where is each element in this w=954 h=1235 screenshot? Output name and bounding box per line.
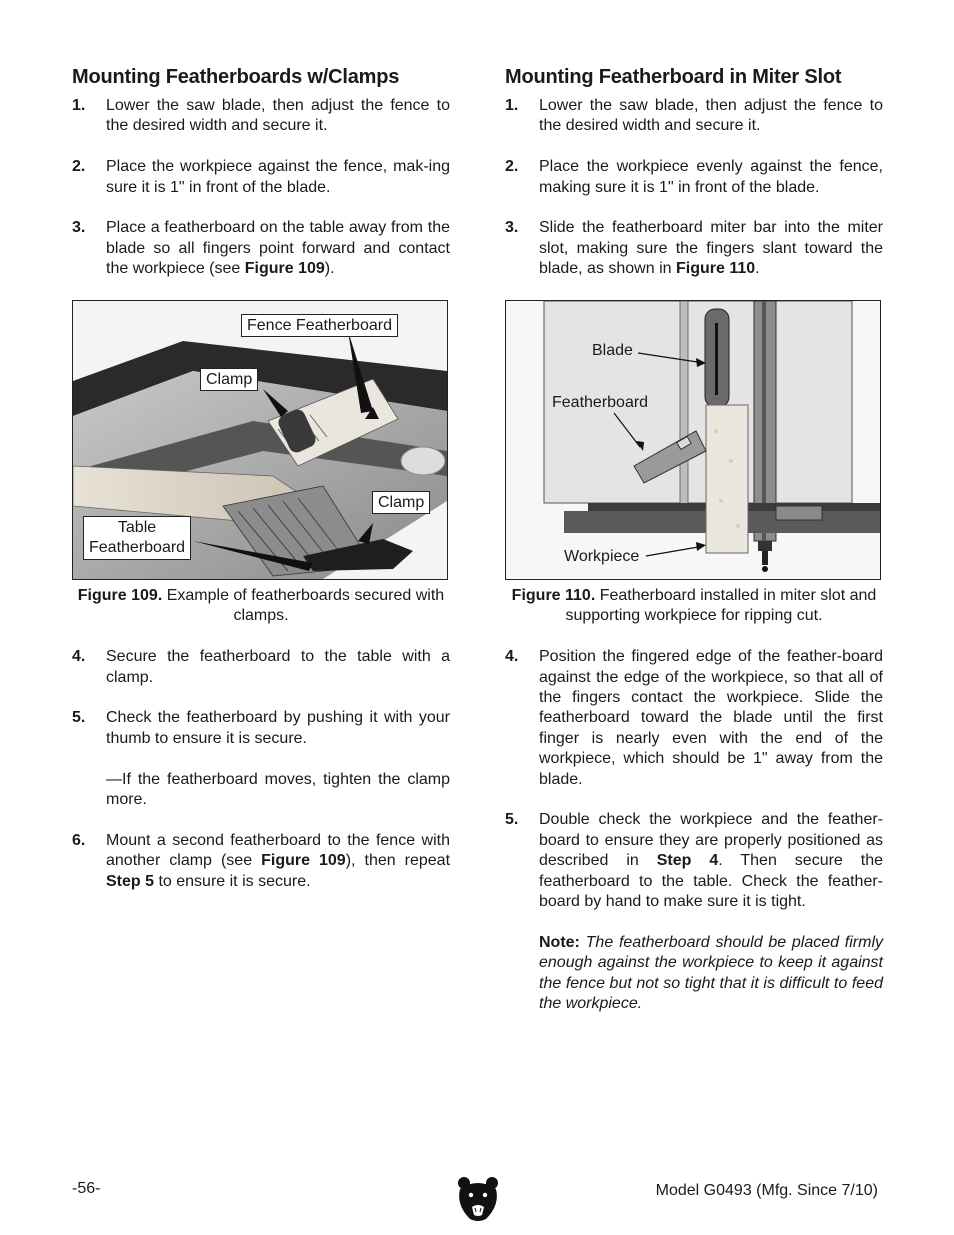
right-column	[505, 66, 883, 1015]
left-step-2: 2. Place the workpiece against the fence, mak-ing sure it is 1" in front of the blade.	[72, 158, 450, 196]
bear-head-logo-icon	[456, 1175, 500, 1223]
right-step-3: 3. Slide the featherboard miter bar into the miter slot, making sure the fingers slant toward the blade, as shown in Figure 110.	[505, 219, 883, 278]
right-step-1: 1. Lower the saw blade, then adjust the fence to the desired width and secure it.	[505, 97, 883, 135]
left-step-4: 4. Secure the featherboard to the table with a clamp.	[72, 648, 450, 686]
figure-110-image	[505, 300, 881, 580]
left-step-3: 3. Place a featherboard on the table away from the blade so all fingers point forward and contact the workpiece (see Figure 109).	[72, 219, 450, 278]
right-step-5: 5. Double check the workpiece and the feather-board to ensure they are properly positioned as described in Step 4. Then secure the featherboard to the table. Check the feather-board by hand to make sure it is tight.	[505, 811, 884, 911]
miter-slot-diagram	[506, 301, 880, 579]
fence-featherboard-label: Fence Featherboard	[241, 314, 398, 337]
model-label: Model G0493 (Mfg. Since 7/10)	[655, 1182, 878, 1199]
figure-109-caption: Figure 109. Example of featherboards secured with clamps.	[77, 587, 445, 625]
right-note: Note: The featherboard should be placed firmly enough against the workpiece to keep it against the fence but not so tight that it is difficult to feed the workpiece.	[539, 933, 883, 1013]
figure-109-image	[72, 300, 448, 580]
left-step-1: 1. Lower the saw blade, then adjust the fence to the desired width and secure it.	[72, 97, 450, 135]
left-step-5-sub: —If the featherboard moves, tighten the clamp more.	[106, 770, 450, 809]
blade-label: Blade	[592, 342, 633, 360]
left-column	[72, 66, 450, 912]
featherboard-label: Featherboard	[552, 394, 649, 412]
right-step-4: 4. Position the fingered edge of the feather-board against the edge of the workpiece, so that all of the fingers contact the workpiece. Slide the featherboard toward the blade until the first finger is nearly even with the end of the workpiece, which should be 1" away from the blade.	[505, 648, 883, 788]
figure-110-caption: Figure 110. Featherboard installed in miter slot and supporting workpiece for ripping cut.	[511, 587, 877, 625]
clamp-top-label: Clamp	[200, 368, 258, 391]
clamp-right-label: Clamp	[372, 491, 430, 514]
table-featherboard-label: Table Featherboard	[83, 516, 191, 560]
workpiece-label: Workpiece	[564, 548, 640, 566]
right-heading: Mounting Featherboard in Miter Slot	[505, 66, 842, 88]
left-step-5: 5. Check the featherboard by pushing it with your thumb to ensure it is secure.	[72, 709, 450, 747]
page-number: -56-	[72, 1180, 101, 1197]
right-step-2: 2. Place the workpiece evenly against the fence, making sure it is 1" in front of the blade.	[505, 158, 883, 196]
left-heading: Mounting Featherboards w/Clamps	[72, 66, 400, 88]
left-step-6: 6. Mount a second featherboard to the fence with another clamp (see Figure 109), then repeat Step 5 to ensure it is secure.	[72, 831, 451, 890]
